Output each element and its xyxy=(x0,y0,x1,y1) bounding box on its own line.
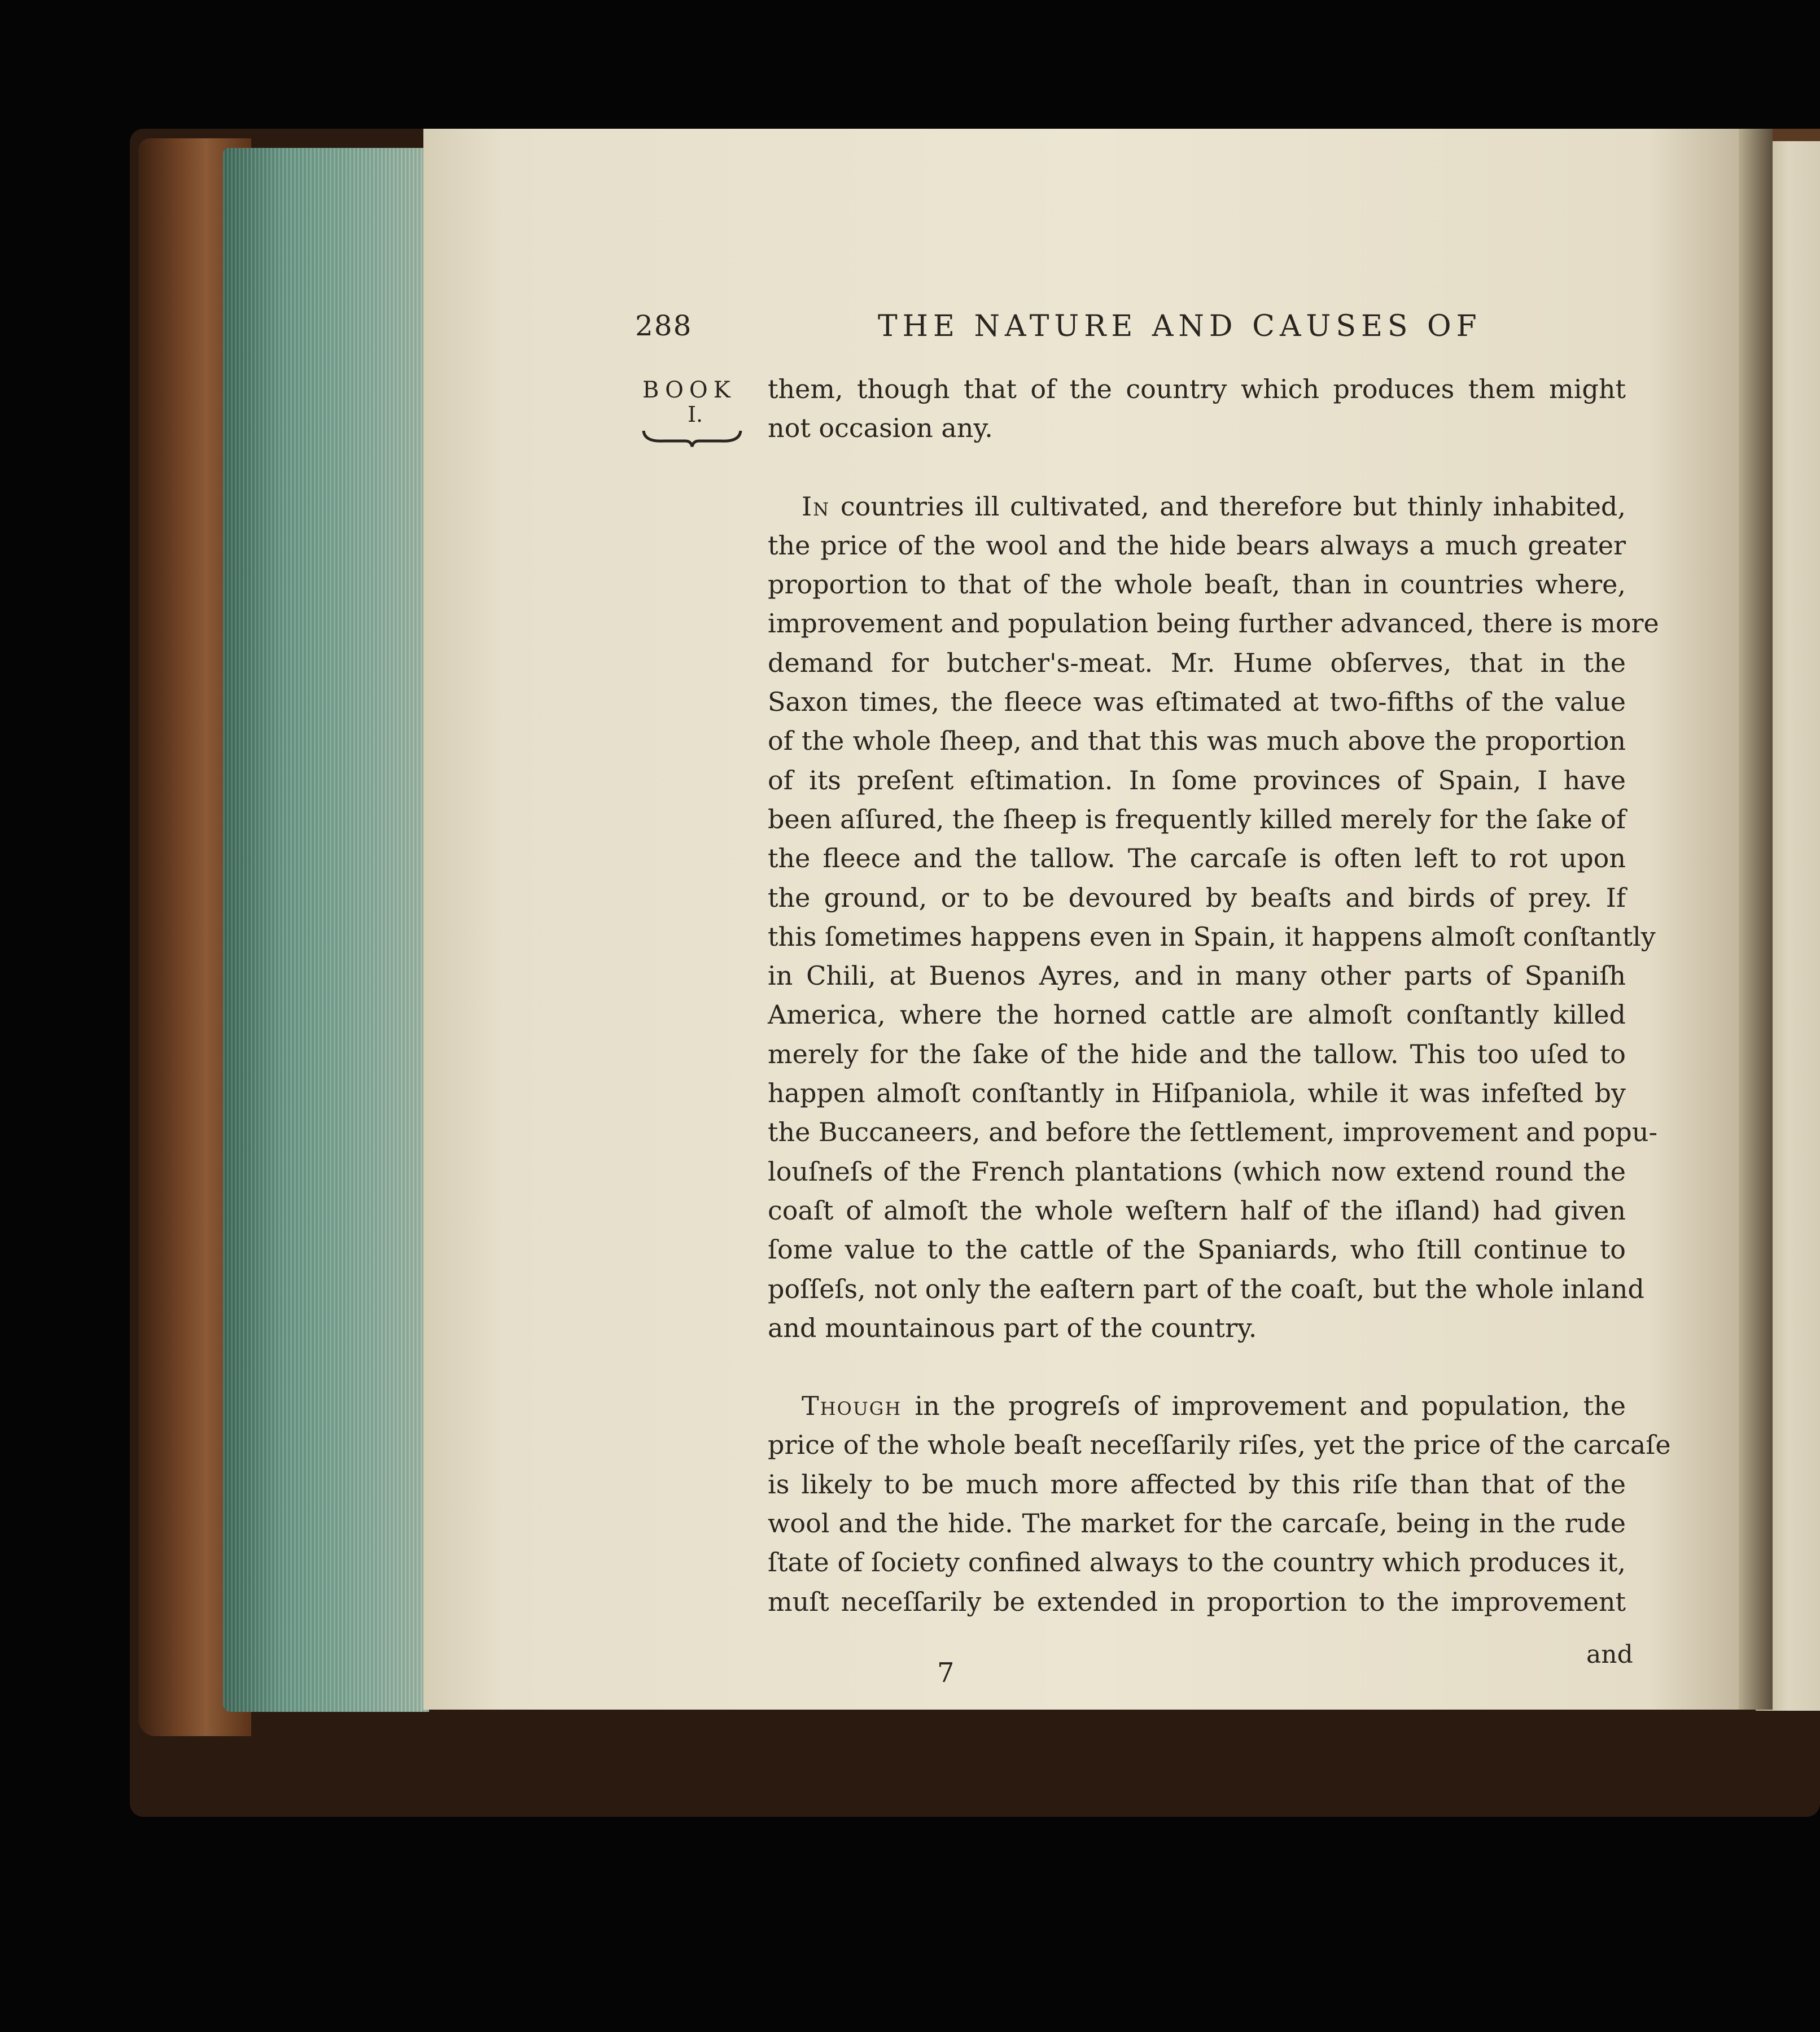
margin-brace-icon xyxy=(641,426,743,449)
signature-mark: 7 xyxy=(937,1657,955,1689)
paragraph-3 xyxy=(768,1387,1671,1622)
text-line: merely for the ſake of the hide and the tallow. This too uſed to xyxy=(768,1038,1626,1069)
page-number: 288 xyxy=(635,309,693,342)
text-line: the ground, or to be devoured by beaſts and birds of prey. If xyxy=(768,882,1626,913)
text-line: In countries ill cultivated, and therefore but thinly inhabited, xyxy=(802,491,1626,522)
book-gutter xyxy=(1739,129,1773,1710)
text-line: improvement and population being further advanced, there is more xyxy=(768,608,1659,639)
text-line: of its preſent eſtimation. In ſome provinces of Spain, I have xyxy=(768,764,1626,796)
text-line: been aſſured, the ſheep is frequently killed merely for the ſake of xyxy=(768,803,1626,834)
text-line: in Chili, at Buenos Ayres, and in many other parts of Spaniſh xyxy=(768,960,1626,991)
text-line: is likely to be much more affected by this riſe than that of the xyxy=(768,1469,1626,1500)
page-edges xyxy=(223,148,429,1712)
text-line: louſneſs of the French plantations (which now extend round the xyxy=(768,1156,1626,1187)
text-line: ſome value to the cattle of the Spaniards, who ſtill continue to xyxy=(768,1234,1626,1265)
text-line: coaſt of almoſt the whole weſtern half of the iſland) had given xyxy=(768,1195,1626,1226)
text-line: demand for butcher's-meat. Mr. Hume obſerves, that in the xyxy=(768,647,1626,678)
text-line: muſt neceſſarily be extended in proportion to the improvement xyxy=(768,1586,1626,1617)
paragraph-2 xyxy=(768,487,1659,1348)
text-line: the price of the wool and the hide bears always a much greater xyxy=(768,530,1626,561)
running-head: THE NATURE AND CAUSES OF xyxy=(878,309,1482,343)
text-line: happen almoſt conſtantly in Hiſpaniola, while it was infeſted by xyxy=(768,1078,1626,1109)
paragraph-1 xyxy=(768,370,1626,448)
text-line: Though in the progreſs of improvement and population, the xyxy=(802,1391,1626,1422)
text-line: and mountainous part of the country. xyxy=(768,1312,1257,1343)
text-line: the Buccaneers, and before the ſettlement, improvement and popu- xyxy=(768,1117,1658,1148)
margin-book-label: BOOK xyxy=(642,377,736,403)
text-line: not occasion any. xyxy=(768,413,993,444)
margin-book-number: I. xyxy=(688,402,703,427)
catchword: and xyxy=(1586,1640,1633,1669)
text-line: ſtate of ſociety confined always to the country which produces it, xyxy=(768,1547,1626,1578)
text-line: price of the whole beaſt neceſſarily riſes, yet the price of the carcaſe xyxy=(768,1430,1671,1461)
text-line: them, though that of the country which produces them might xyxy=(768,374,1626,404)
text-line: proportion to that of the whole beaſt, than in countries where, xyxy=(768,569,1626,600)
text-line: America, where the horned cattle are almoſt conſtantly killed xyxy=(768,999,1626,1030)
text-line: wool and the hide. The market for the carcaſe, being in the rude xyxy=(768,1508,1626,1539)
drop-word: In xyxy=(802,491,830,522)
drop-word: Though xyxy=(802,1391,902,1422)
text-line: Saxon times, the fleece was eſtimated at two-fifths of the value xyxy=(768,687,1626,718)
text-line: this ſometimes happens even in Spain, it happens almoſt conſtantly xyxy=(768,921,1656,952)
text-line: the fleece and the tallow. The carcaſe is often left to rot upon xyxy=(768,843,1626,874)
text-line: poſſeſs, not only the eaſtern part of the coaſt, but the whole inland xyxy=(768,1273,1644,1304)
text-line: of the whole ſheep, and that this was much above the proportion xyxy=(768,726,1626,757)
body-text xyxy=(768,370,1671,1622)
